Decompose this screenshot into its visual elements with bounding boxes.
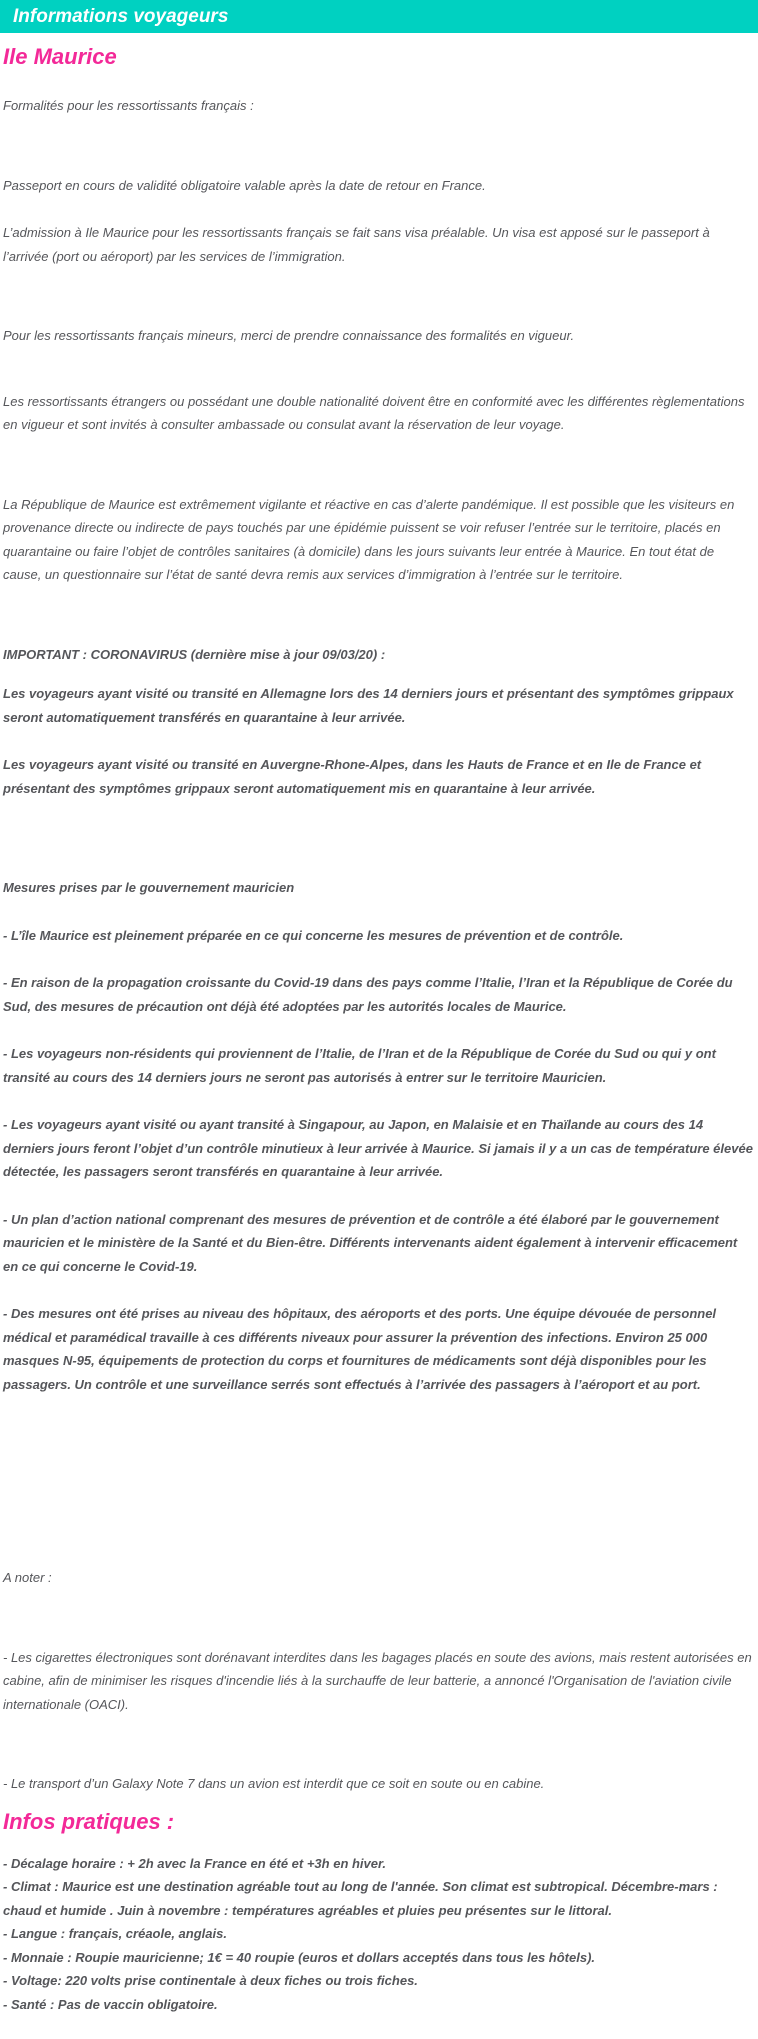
notes-heading: A noter : <box>3 1570 52 1585</box>
practical-info-item: - Langue : français, créaole, anglais. <box>3 1926 227 1941</box>
foreigners-paragraph: Les ressortissants étrangers ou possédant une double nationalité doivent être en conformité avec les différentes règlementations en vigueur et sont invités à consulter ambassade ou consulat avant la réservation de leur voyage. <box>3 393 745 432</box>
government-measure-item: - Les voyageurs ayant visité ou ayant transité à Singapour, au Japon, en Malaisie et en Thaïlande au cours des 14 derniers jours feront l’objet d’un contrôle minutieux à leur arrivée à Maurice. Si jamais il y a un cas de température élevée détectée, les passagers seront transférés en quarantaine à leur arrivée. <box>3 1117 753 1179</box>
travel-info-header-title: Informations voyageurs <box>13 6 229 27</box>
government-measure-item: - Les voyageurs non-résidents qui proviennent de l’Italie, de l’Iran et de la République de Corée du Sud ou qui y ont transité au cours des 14 derniers jours ne seront pas autorisés à entrer sur le territoire Mauricien. <box>3 1046 716 1085</box>
practical-info-heading: Infos pratiques : <box>3 1808 175 1834</box>
government-measures-list <box>3 924 754 1397</box>
practical-info-list <box>3 1852 754 2017</box>
practical-info-item: - Monnaie : Roupie mauricienne; 1€ = 40 roupie (euros et dollars acceptés dans tous les hôtels). <box>3 1949 596 1965</box>
government-measure-item: - Des mesures ont été prises au niveau des hôpitaux, des aéroports et des ports. Une équipe dévouée de personnel médical et paramédical travaille à ces différents niveaux pour assurer la prévention des infections. Environ 25 000 masques N-95, équipements de protection du corps et fournitures de médicaments sont déjà disponibles pour les passagers. Un contrôle et une surveillance serrés sont effectués à l’arrivée des passagers à l’aéroport et au port. <box>3 1306 717 1392</box>
galaxy-note-paragraph: - Le transport d’un Galaxy Note 7 dans un avion est interdit que ce soit en soute ou en cabine. <box>3 1776 545 1791</box>
ecigarettes-paragraph: - Les cigarettes électroniques sont dorénavant interdites dans les bagages placés en soute des avions, mais restent autorisées en cabine, afin de minimiser les risques d'incendie liés à la surchauffe de leur batterie, a annoncé l'Organisation de l'aviation civile internationale (OACI). <box>3 1649 752 1712</box>
admission-paragraph: L’admission à Ile Maurice pour les ressortissants français se fait sans visa préalable. Un visa est apposé sur le passeport à l’arrivée (port ou aéroport) par les services de l’immigration. <box>3 225 710 264</box>
travel-info-content <box>0 44 758 2022</box>
passport-paragraph: Passeport en cours de validité obligatoire valable après la date de retour en France. <box>3 177 486 193</box>
pandemic-vigilance-paragraph: La République de Maurice est extrêmement vigilante et réactive en cas d’alerte pandémique. Il est possible que les visiteurs en provenance directe ou indirecte de pays touchés par une épidémie puissent se voir refuser l’entrée sur le territoire, placés en quarantaine ou faire l’objet de contrôles sanitaires (à domicile) dans les jours suivants leur entrée à Maurice. En tout état de cause, un questionnaire sur l’état de santé devra remis aux services d’immigration à l’entrée sur le territoire. <box>3 496 735 582</box>
government-measures-heading: Mesures prises par le gouvernement mauricien <box>3 880 295 895</box>
practical-info-item: - Santé : Pas de vaccin obligatoire. <box>3 1996 218 2012</box>
coronavirus-france-regions-paragraph: Les voyageurs ayant visité ou transité en Auvergne-Rhone-Alpes, dans les Hauts de France et en Ile de France et présentant des symptômes grippaux seront automatiquement mis en quarantaine à leur arrivée. <box>3 757 702 796</box>
minors-paragraph: Pour les ressortissants français mineurs, merci de prendre connaissance des formalités en vigueur. <box>3 328 575 343</box>
practical-info-item: - Décalage horaire : + 2h avec la France en été et +3h en hiver. <box>3 1855 386 1871</box>
practical-info-item: - Climat : Maurice est une destination agréable tout au long de l'année. Son climat est subtropical. Décembre-mars : chaud et humide . Juin à novembre : températures agréables et pluies peu présentes sur le littoral. <box>3 1879 718 1918</box>
government-measure-item: - Un plan d’action national comprenant des mesures de prévention et de contrôle a été élaboré par le gouvernement mauricien et le ministère de la Santé et du Bien-être. Différents intervenants aident également à intervenir efficacement en ce qui concerne le Covid-19. <box>3 1211 738 1274</box>
government-measure-item: - L’île Maurice est pleinement préparée en ce qui concerne les mesures de prévention et de contrôle. <box>3 927 624 943</box>
practical-info-item: - Voltage: 220 volts prise continentale à deux fiches ou trois fiches. <box>3 1973 418 1988</box>
travel-info-header-bar <box>0 0 758 33</box>
coronavirus-heading: IMPORTANT : CORONAVIRUS (dernière mise à jour 09/03/20) : <box>3 646 386 662</box>
formalities-intro: Formalités pour les ressortissants français : <box>3 98 254 113</box>
coronavirus-germany-paragraph: Les voyageurs ayant visité ou transité en Allemagne lors des 14 derniers jours et présentant des symptômes grippaux seront automatiquement transférés en quarantaine à leur arrivée. <box>3 686 734 725</box>
government-measure-item: - En raison de la propagation croissante du Covid-19 dans des pays comme l’Italie, l’Iran et la République de Corée du Sud, des mesures de précaution ont déjà été adoptées par les autorités locales de Maurice. <box>3 975 733 1014</box>
page-title: Ile Maurice <box>3 44 117 69</box>
